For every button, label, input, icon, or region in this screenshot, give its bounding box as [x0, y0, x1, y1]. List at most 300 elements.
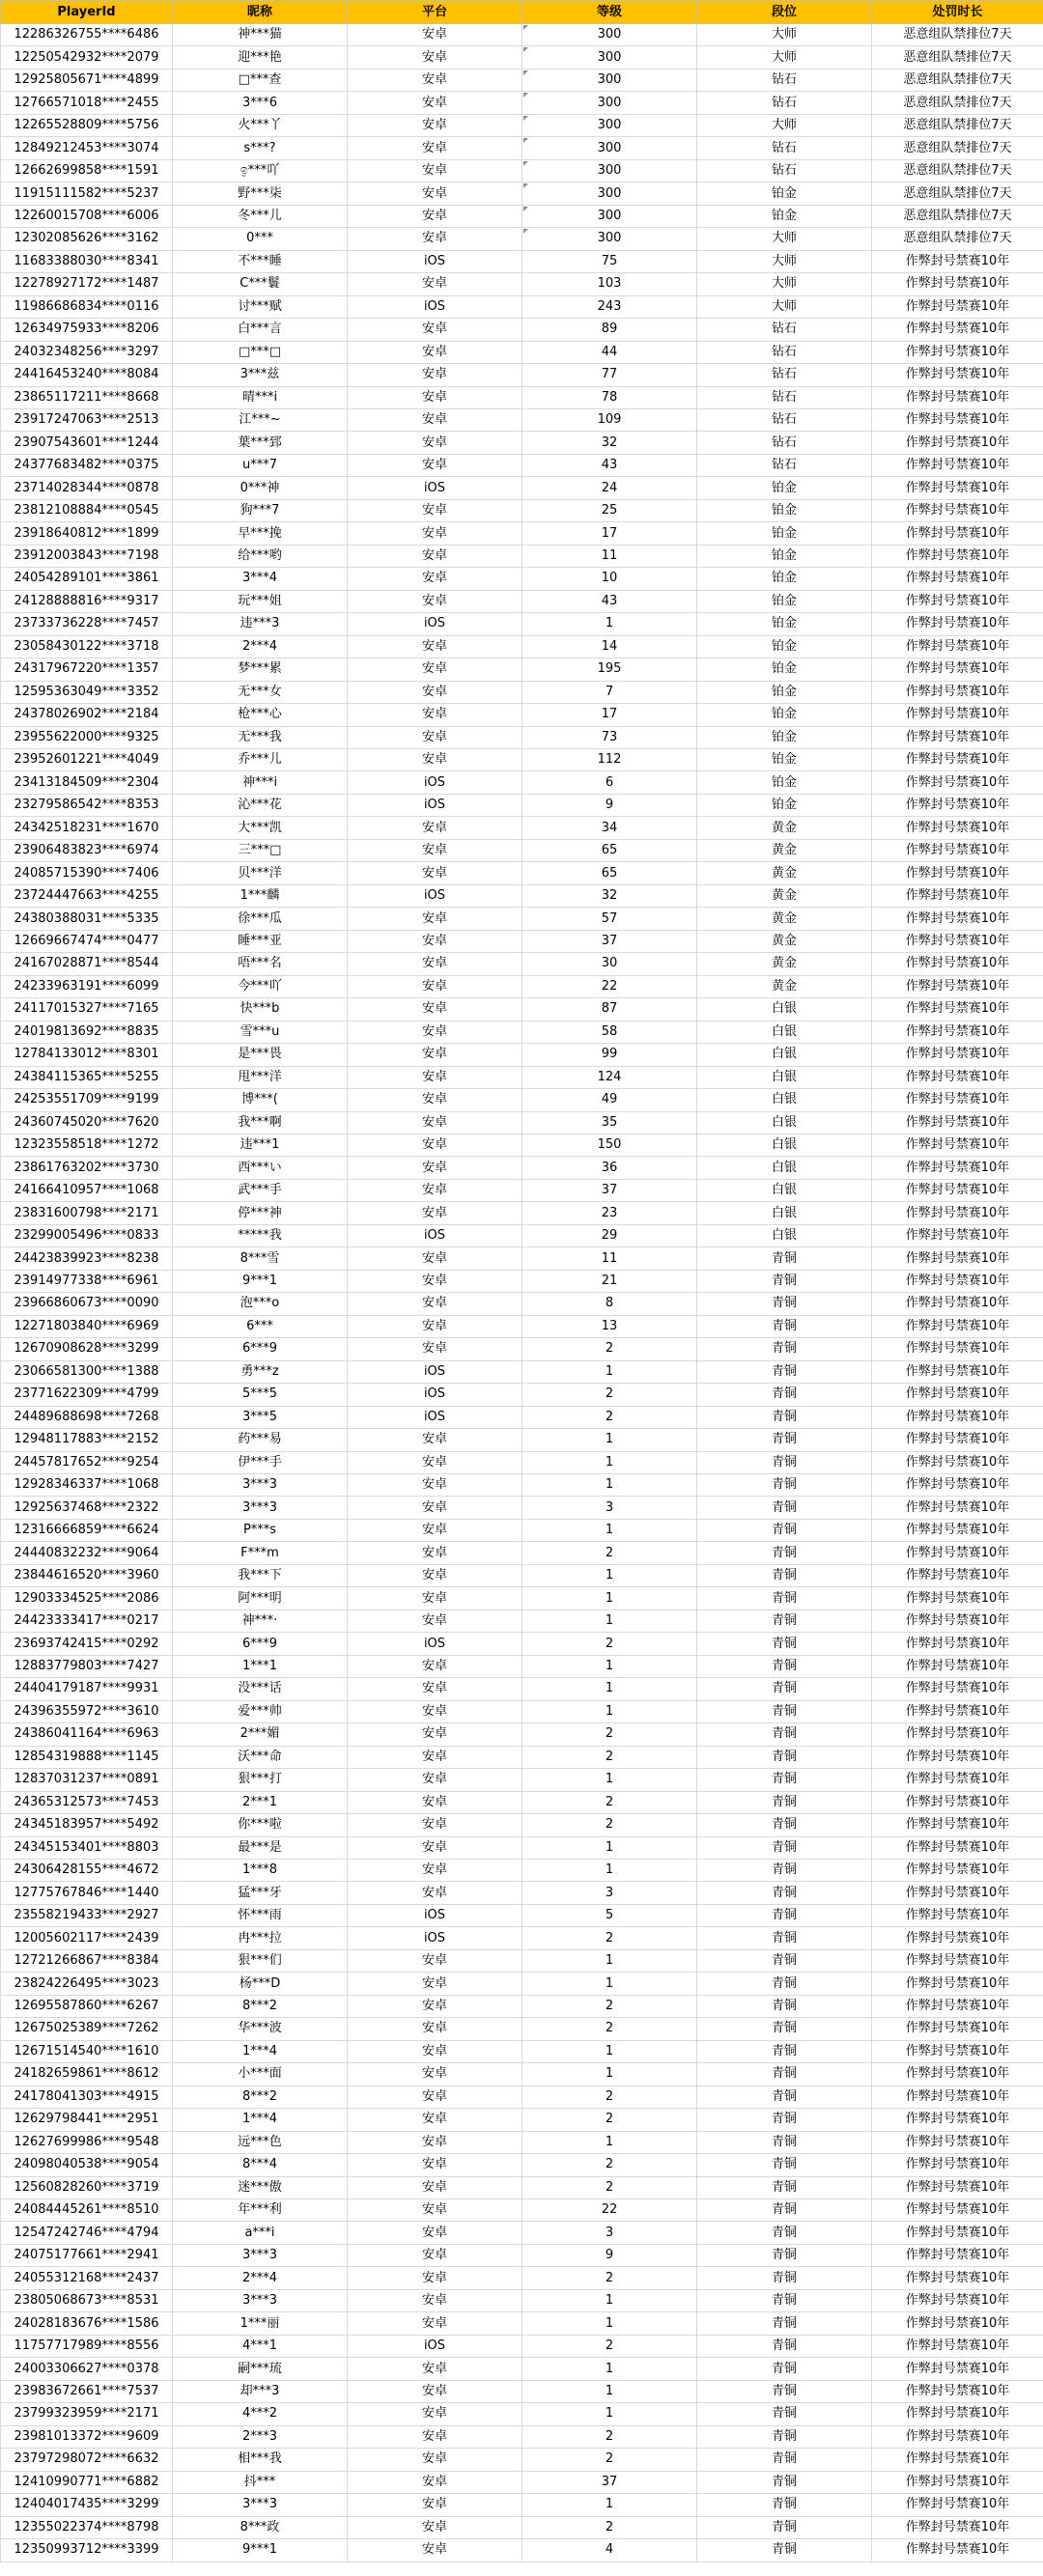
cell-nickname[interactable]: 冬***儿	[173, 205, 348, 227]
cell-nickname[interactable]: 药***易	[173, 1429, 348, 1451]
cell-playerid[interactable]: 23955622000****9325	[1, 726, 173, 748]
cell-platform[interactable]: iOS	[348, 1633, 522, 1655]
cell-nickname[interactable]: 狠***们	[173, 1949, 348, 1972]
cell-nickname[interactable]: s***?	[173, 137, 348, 159]
cell-platform[interactable]: 安卓	[348, 1882, 522, 1904]
cell-nickname[interactable]: 勇***z	[173, 1360, 348, 1383]
cell-level[interactable]: 2	[522, 1406, 697, 1428]
cell-level[interactable]: 3	[522, 1882, 697, 1904]
cell-nickname[interactable]: 6***9	[173, 1633, 348, 1655]
cell-rank[interactable]: 青铜	[697, 2449, 872, 2471]
cell-rank[interactable]: 青铜	[697, 1791, 872, 1813]
cell-platform[interactable]: 安卓	[348, 839, 522, 861]
cell-rank[interactable]: 青铜	[697, 2018, 872, 2040]
cell-nickname[interactable]: 8***2	[173, 2086, 348, 2108]
cell-playerid[interactable]: 24345183957****5492	[1, 1814, 173, 1836]
cell-rank[interactable]: 青铜	[697, 1587, 872, 1610]
cell-nickname[interactable]: 怀***雨	[173, 1904, 348, 1926]
cell-nickname[interactable]: 博***(	[173, 1089, 348, 1111]
cell-playerid[interactable]: 12670908628****3299	[1, 1338, 173, 1360]
cell-nickname[interactable]: 0***神	[173, 477, 348, 499]
cell-rank[interactable]: 铂金	[697, 658, 872, 681]
cell-playerid[interactable]: 23861763202****3730	[1, 1157, 173, 1179]
cell-rank[interactable]: 铂金	[697, 704, 872, 726]
cell-penalty[interactable]: 作弊封号禁赛10年	[872, 2244, 1043, 2266]
cell-playerid[interactable]: 23844616520****3960	[1, 1564, 173, 1586]
cell-platform[interactable]: 安卓	[348, 749, 522, 771]
cell-rank[interactable]: 青铜	[697, 2539, 872, 2562]
cell-level[interactable]: 1	[522, 2312, 697, 2335]
cell-platform[interactable]: 安卓	[348, 341, 522, 363]
cell-level[interactable]: 2	[522, 2449, 697, 2471]
cell-penalty[interactable]: 作弊封号禁赛10年	[872, 1769, 1043, 1791]
cell-playerid[interactable]: 12316666859****6624	[1, 1519, 173, 1541]
cell-playerid[interactable]: 24377683482****0375	[1, 454, 173, 476]
cell-rank[interactable]: 钻石	[697, 432, 872, 454]
cell-platform[interactable]: 安卓	[348, 2312, 522, 2335]
cell-playerid[interactable]: 24365312573****7453	[1, 1791, 173, 1813]
cell-level[interactable]: 34	[522, 817, 697, 839]
cell-playerid[interactable]: 23917247063****2513	[1, 408, 173, 431]
cell-level[interactable]: 9	[522, 2244, 697, 2266]
header-playerid[interactable]: PlayerId	[1, 1, 173, 24]
cell-level[interactable]: 37	[522, 1179, 697, 1201]
cell-platform[interactable]: 安卓	[348, 454, 522, 476]
cell-level[interactable]: 2	[522, 1995, 697, 2017]
cell-level[interactable]: 103	[522, 273, 697, 295]
cell-playerid[interactable]: 12721266867****8384	[1, 1949, 173, 1972]
cell-rank[interactable]: 黄金	[697, 953, 872, 975]
cell-platform[interactable]: 安卓	[348, 92, 522, 114]
cell-rank[interactable]: 青铜	[697, 2289, 872, 2311]
cell-rank[interactable]: 青铜	[697, 1519, 872, 1541]
cell-nickname[interactable]: 阿***明	[173, 1587, 348, 1610]
cell-platform[interactable]: 安卓	[348, 975, 522, 997]
cell-rank[interactable]: 白银	[697, 1066, 872, 1088]
cell-level[interactable]: 1	[522, 1474, 697, 1497]
cell-rank[interactable]: 青铜	[697, 1995, 872, 2017]
cell-nickname[interactable]: 给***哟	[173, 545, 348, 567]
cell-playerid[interactable]: 12662699858****1591	[1, 159, 173, 182]
cell-platform[interactable]: 安卓	[348, 726, 522, 748]
cell-playerid[interactable]: 12948117883****2152	[1, 1429, 173, 1451]
cell-penalty[interactable]: 作弊封号禁赛10年	[872, 2425, 1043, 2448]
cell-level[interactable]: 23	[522, 1202, 697, 1224]
cell-rank[interactable]: 白银	[697, 1202, 872, 1224]
cell-nickname[interactable]: 神***·	[173, 1610, 348, 1632]
cell-platform[interactable]: 安卓	[348, 1293, 522, 1315]
cell-playerid[interactable]: 24019813692****8835	[1, 1021, 173, 1043]
cell-penalty[interactable]: 作弊封号禁赛10年	[872, 1384, 1043, 1406]
cell-platform[interactable]: 安卓	[348, 182, 522, 205]
cell-rank[interactable]: 铂金	[697, 771, 872, 794]
cell-level[interactable]: 2	[522, 1633, 697, 1655]
cell-playerid[interactable]: 24098040538****9054	[1, 2154, 173, 2176]
cell-platform[interactable]: iOS	[348, 613, 522, 635]
cell-penalty[interactable]: 作弊封号禁赛10年	[872, 1519, 1043, 1541]
cell-rank[interactable]: 青铜	[697, 1746, 872, 1768]
cell-platform[interactable]: iOS	[348, 1904, 522, 1926]
cell-nickname[interactable]: 年***利	[173, 2199, 348, 2222]
cell-level[interactable]: 150	[522, 1134, 697, 1156]
cell-platform[interactable]: 安卓	[348, 1134, 522, 1156]
cell-rank[interactable]: 青铜	[697, 1678, 872, 1700]
cell-penalty[interactable]: 作弊封号禁赛10年	[872, 2199, 1043, 2222]
cell-platform[interactable]: 安卓	[348, 1089, 522, 1111]
cell-nickname[interactable]: 3***3	[173, 1497, 348, 1519]
cell-platform[interactable]: iOS	[348, 1927, 522, 1949]
cell-penalty[interactable]: 恶意组队禁排位7天	[872, 69, 1043, 91]
cell-level[interactable]: 1	[522, 1451, 697, 1473]
cell-playerid[interactable]: 12410990771****6882	[1, 2471, 173, 2493]
cell-penalty[interactable]: 作弊封号禁赛10年	[872, 704, 1043, 726]
cell-rank[interactable]: 黄金	[697, 839, 872, 861]
cell-level[interactable]: 109	[522, 408, 697, 431]
cell-penalty[interactable]: 作弊封号禁赛10年	[872, 1791, 1043, 1813]
cell-playerid[interactable]: 12560828260****3719	[1, 2176, 173, 2198]
cell-nickname[interactable]: 迎***艳	[173, 46, 348, 69]
cell-nickname[interactable]: 8***4	[173, 2154, 348, 2176]
cell-nickname[interactable]: 2***1	[173, 1791, 348, 1813]
cell-nickname[interactable]: 迷***傲	[173, 2176, 348, 2198]
cell-penalty[interactable]: 作弊封号禁赛10年	[872, 1066, 1043, 1088]
cell-penalty[interactable]: 作弊封号禁赛10年	[872, 2267, 1043, 2289]
cell-penalty[interactable]: 恶意组队禁排位7天	[872, 46, 1043, 69]
cell-rank[interactable]: 青铜	[697, 2380, 872, 2402]
cell-nickname[interactable]: 华***波	[173, 2018, 348, 2040]
cell-penalty[interactable]: 作弊封号禁赛10年	[872, 1021, 1043, 1043]
cell-rank[interactable]: 青铜	[697, 1293, 872, 1315]
cell-rank[interactable]: 铂金	[697, 590, 872, 612]
cell-level[interactable]: 1	[522, 1587, 697, 1610]
cell-penalty[interactable]: 作弊封号禁赛10年	[872, 477, 1043, 499]
cell-playerid[interactable]: 12005602117****2439	[1, 1927, 173, 1949]
cell-penalty[interactable]: 作弊封号禁赛10年	[872, 884, 1043, 907]
cell-platform[interactable]: 安卓	[348, 364, 522, 386]
cell-platform[interactable]: iOS	[348, 1360, 522, 1383]
cell-playerid[interactable]: 24054289101****3861	[1, 568, 173, 590]
cell-platform[interactable]: 安卓	[348, 228, 522, 250]
cell-level[interactable]: 32	[522, 432, 697, 454]
cell-nickname[interactable]: 3***3	[173, 1474, 348, 1497]
cell-level[interactable]: 1	[522, 1769, 697, 1791]
cell-nickname[interactable]: 我***啊	[173, 1111, 348, 1134]
cell-nickname[interactable]: 白***言	[173, 319, 348, 341]
cell-playerid[interactable]: 23914977338****6961	[1, 1270, 173, 1292]
cell-level[interactable]: 30	[522, 953, 697, 975]
cell-playerid[interactable]: 24423333417****0217	[1, 1610, 173, 1632]
cell-playerid[interactable]: 12766571018****2455	[1, 92, 173, 114]
cell-nickname[interactable]: 西***い	[173, 1157, 348, 1179]
cell-nickname[interactable]: 是***畏	[173, 1044, 348, 1066]
cell-rank[interactable]: 青铜	[697, 1406, 872, 1428]
cell-platform[interactable]: 安卓	[348, 159, 522, 182]
cell-platform[interactable]: 安卓	[348, 137, 522, 159]
cell-platform[interactable]: 安卓	[348, 2063, 522, 2086]
cell-platform[interactable]: 安卓	[348, 1678, 522, 1700]
cell-playerid[interactable]: 24003306627****0378	[1, 2358, 173, 2380]
cell-level[interactable]: 1	[522, 1655, 697, 1677]
cell-platform[interactable]: 安卓	[348, 635, 522, 658]
cell-penalty[interactable]: 作弊封号禁赛10年	[872, 1111, 1043, 1134]
cell-penalty[interactable]: 作弊封号禁赛10年	[872, 975, 1043, 997]
cell-rank[interactable]: 钻石	[697, 92, 872, 114]
cell-platform[interactable]: 安卓	[348, 2222, 522, 2244]
cell-platform[interactable]: 安卓	[348, 1587, 522, 1610]
cell-penalty[interactable]: 作弊封号禁赛10年	[872, 862, 1043, 884]
cell-platform[interactable]: 安卓	[348, 2154, 522, 2176]
cell-level[interactable]: 21	[522, 1270, 697, 1292]
cell-level[interactable]: 2	[522, 2267, 697, 2289]
cell-nickname[interactable]: 泡***o	[173, 1293, 348, 1315]
cell-level[interactable]: 1	[522, 1519, 697, 1541]
cell-rank[interactable]: 大师	[697, 273, 872, 295]
cell-level[interactable]: 2	[522, 1338, 697, 1360]
cell-penalty[interactable]: 作弊封号禁赛10年	[872, 1723, 1043, 1746]
cell-level[interactable]: 112	[522, 749, 697, 771]
cell-penalty[interactable]: 作弊封号禁赛10年	[872, 273, 1043, 295]
cell-rank[interactable]: 青铜	[697, 2109, 872, 2131]
cell-rank[interactable]: 青铜	[697, 2199, 872, 2222]
cell-penalty[interactable]: 作弊封号禁赛10年	[872, 1859, 1043, 1881]
cell-penalty[interactable]: 作弊封号禁赛10年	[872, 590, 1043, 612]
cell-platform[interactable]: 安卓	[348, 205, 522, 227]
cell-penalty[interactable]: 恶意组队禁排位7天	[872, 114, 1043, 136]
cell-level[interactable]: 11	[522, 545, 697, 567]
cell-platform[interactable]: 安卓	[348, 817, 522, 839]
cell-nickname[interactable]: 2***3	[173, 2425, 348, 2448]
cell-nickname[interactable]: 三***□	[173, 839, 348, 861]
cell-nickname[interactable]: 却***3	[173, 2380, 348, 2402]
cell-platform[interactable]: 安卓	[348, 499, 522, 521]
cell-level[interactable]: 17	[522, 522, 697, 545]
cell-rank[interactable]: 青铜	[697, 2425, 872, 2448]
cell-nickname[interactable]: 3***3	[173, 2244, 348, 2266]
cell-nickname[interactable]: □***□	[173, 341, 348, 363]
cell-rank[interactable]: 青铜	[697, 1723, 872, 1746]
cell-playerid[interactable]: 24384115365****5255	[1, 1066, 173, 1088]
cell-nickname[interactable]: 8***雪	[173, 1247, 348, 1270]
cell-rank[interactable]: 铂金	[697, 568, 872, 590]
cell-playerid[interactable]: 24440832232****9064	[1, 1542, 173, 1564]
cell-nickname[interactable]: ඉ***吖	[173, 159, 348, 182]
cell-platform[interactable]: 安卓	[348, 2018, 522, 2040]
cell-nickname[interactable]: 3***3	[173, 2289, 348, 2311]
cell-playerid[interactable]: 12629798441****2951	[1, 2109, 173, 2131]
cell-nickname[interactable]: 贝***洋	[173, 862, 348, 884]
cell-rank[interactable]: 青铜	[697, 1949, 872, 1972]
cell-level[interactable]: 1	[522, 2358, 697, 2380]
cell-penalty[interactable]: 作弊封号禁赛10年	[872, 1429, 1043, 1451]
cell-rank[interactable]: 青铜	[697, 2312, 872, 2335]
cell-platform[interactable]: iOS	[348, 1384, 522, 1406]
cell-penalty[interactable]: 恶意组队禁排位7天	[872, 205, 1043, 227]
cell-penalty[interactable]: 作弊封号禁赛10年	[872, 2018, 1043, 2040]
cell-nickname[interactable]: 8***政	[173, 2516, 348, 2538]
cell-level[interactable]: 73	[522, 726, 697, 748]
cell-rank[interactable]: 青铜	[697, 1429, 872, 1451]
cell-playerid[interactable]: 24178041303****4915	[1, 2086, 173, 2108]
cell-nickname[interactable]: 没***话	[173, 1678, 348, 1700]
cell-nickname[interactable]: 2***4	[173, 2267, 348, 2289]
cell-playerid[interactable]: 23966860673****0090	[1, 1293, 173, 1315]
cell-rank[interactable]: 青铜	[697, 1315, 872, 1337]
cell-level[interactable]: 35	[522, 1111, 697, 1134]
cell-rank[interactable]: 黄金	[697, 884, 872, 907]
cell-rank[interactable]: 黄金	[697, 908, 872, 930]
cell-level[interactable]: 2	[522, 2018, 697, 2040]
cell-platform[interactable]: 安卓	[348, 1044, 522, 1066]
cell-platform[interactable]: 安卓	[348, 1338, 522, 1360]
cell-playerid[interactable]: 23952601221****4049	[1, 749, 173, 771]
cell-nickname[interactable]: 枪***心	[173, 704, 348, 726]
cell-penalty[interactable]: 作弊封号禁赛10年	[872, 1949, 1043, 1972]
cell-platform[interactable]: 安卓	[348, 522, 522, 545]
cell-level[interactable]: 24	[522, 477, 697, 499]
cell-playerid[interactable]: 24166410957****1068	[1, 1179, 173, 1201]
cell-nickname[interactable]: 9***1	[173, 1270, 348, 1292]
cell-level[interactable]: 75	[522, 250, 697, 272]
cell-rank[interactable]: 青铜	[697, 2131, 872, 2153]
cell-level[interactable]: 13	[522, 1315, 697, 1337]
cell-penalty[interactable]: 恶意组队禁排位7天	[872, 24, 1043, 46]
cell-rank[interactable]: 青铜	[697, 1882, 872, 1904]
cell-platform[interactable]: 安卓	[348, 2109, 522, 2131]
cell-rank[interactable]: 铂金	[697, 681, 872, 703]
cell-nickname[interactable]: F***m	[173, 1542, 348, 1564]
cell-rank[interactable]: 青铜	[697, 1451, 872, 1473]
cell-playerid[interactable]: 12837031237****0891	[1, 1769, 173, 1791]
cell-rank[interactable]: 钻石	[697, 408, 872, 431]
header-nickname[interactable]: 昵称	[173, 1, 348, 24]
cell-nickname[interactable]: 沁***花	[173, 794, 348, 816]
cell-rank[interactable]: 白银	[697, 1089, 872, 1111]
cell-level[interactable]: 99	[522, 1044, 697, 1066]
cell-platform[interactable]: 安卓	[348, 590, 522, 612]
cell-platform[interactable]: 安卓	[348, 408, 522, 431]
cell-platform[interactable]: 安卓	[348, 1542, 522, 1564]
cell-level[interactable]: 2	[522, 1384, 697, 1406]
cell-level[interactable]: 124	[522, 1066, 697, 1088]
cell-platform[interactable]: 安卓	[348, 681, 522, 703]
cell-nickname[interactable]: 停***神	[173, 1202, 348, 1224]
cell-level[interactable]: 1	[522, 1678, 697, 1700]
cell-platform[interactable]: 安卓	[348, 1769, 522, 1791]
cell-penalty[interactable]: 作弊封号禁赛10年	[872, 1836, 1043, 1859]
cell-rank[interactable]: 青铜	[697, 1633, 872, 1655]
cell-platform[interactable]: 安卓	[348, 2176, 522, 2198]
cell-penalty[interactable]: 作弊封号禁赛10年	[872, 2222, 1043, 2244]
cell-nickname[interactable]: 2***媚	[173, 1723, 348, 1746]
cell-level[interactable]: 2	[522, 1814, 697, 1836]
cell-nickname[interactable]: 唔***名	[173, 953, 348, 975]
cell-level[interactable]: 1	[522, 1973, 697, 1995]
cell-rank[interactable]: 黄金	[697, 975, 872, 997]
cell-playerid[interactable]: 12775767846****1440	[1, 1882, 173, 1904]
cell-penalty[interactable]: 作弊封号禁赛10年	[872, 908, 1043, 930]
cell-level[interactable]: 2	[522, 1746, 697, 1768]
cell-nickname[interactable]: 伊***手	[173, 1451, 348, 1473]
cell-penalty[interactable]: 作弊封号禁赛10年	[872, 1270, 1043, 1292]
cell-penalty[interactable]: 作弊封号禁赛10年	[872, 319, 1043, 341]
cell-playerid[interactable]: 12278927172****1487	[1, 273, 173, 295]
cell-platform[interactable]: 安卓	[348, 2425, 522, 2448]
cell-playerid[interactable]: 23724447663****4255	[1, 884, 173, 907]
cell-platform[interactable]: 安卓	[348, 1723, 522, 1746]
cell-penalty[interactable]: 作弊封号禁赛10年	[872, 1700, 1043, 1722]
cell-playerid[interactable]: 23558219433****2927	[1, 1904, 173, 1926]
cell-rank[interactable]: 青铜	[697, 1474, 872, 1497]
cell-penalty[interactable]: 作弊封号禁赛10年	[872, 1338, 1043, 1360]
cell-rank[interactable]: 青铜	[697, 1836, 872, 1859]
cell-level[interactable]: 87	[522, 998, 697, 1021]
cell-penalty[interactable]: 作弊封号禁赛10年	[872, 522, 1043, 545]
cell-penalty[interactable]: 作弊封号禁赛10年	[872, 2131, 1043, 2153]
cell-penalty[interactable]: 作弊封号禁赛10年	[872, 386, 1043, 408]
cell-nickname[interactable]: *****我	[173, 1224, 348, 1246]
cell-penalty[interactable]: 作弊封号禁赛10年	[872, 1497, 1043, 1519]
cell-nickname[interactable]: 小***面	[173, 2063, 348, 2086]
cell-playerid[interactable]: 23912003843****7198	[1, 545, 173, 567]
cell-platform[interactable]: 安卓	[348, 1247, 522, 1270]
cell-playerid[interactable]: 24085715390****7406	[1, 862, 173, 884]
cell-nickname[interactable]: 违***3	[173, 613, 348, 635]
cell-playerid[interactable]: 23693742415****0292	[1, 1633, 173, 1655]
cell-level[interactable]: 2	[522, 2335, 697, 2357]
cell-rank[interactable]: 白银	[697, 1157, 872, 1179]
cell-rank[interactable]: 铂金	[697, 635, 872, 658]
cell-nickname[interactable]: 1***4	[173, 2040, 348, 2062]
cell-playerid[interactable]: 12784133012****8301	[1, 1044, 173, 1066]
cell-rank[interactable]: 青铜	[697, 1247, 872, 1270]
cell-nickname[interactable]: 爱***帅	[173, 1700, 348, 1722]
cell-playerid[interactable]: 11683388030****8341	[1, 250, 173, 272]
cell-rank[interactable]: 钻石	[697, 364, 872, 386]
cell-rank[interactable]: 铂金	[697, 477, 872, 499]
cell-level[interactable]: 44	[522, 341, 697, 363]
cell-rank[interactable]: 青铜	[697, 1973, 872, 1995]
cell-nickname[interactable]: 嗣***琉	[173, 2358, 348, 2380]
cell-penalty[interactable]: 作弊封号禁赛10年	[872, 953, 1043, 975]
cell-penalty[interactable]: 恶意组队禁排位7天	[872, 92, 1043, 114]
cell-penalty[interactable]: 作弊封号禁赛10年	[872, 839, 1043, 861]
cell-level[interactable]: 43	[522, 590, 697, 612]
cell-penalty[interactable]: 作弊封号禁赛10年	[872, 2494, 1043, 2516]
cell-playerid[interactable]: 12883779803****7427	[1, 1655, 173, 1677]
cell-playerid[interactable]: 24423839923****8238	[1, 1247, 173, 1270]
cell-level[interactable]: 2	[522, 1723, 697, 1746]
cell-nickname[interactable]: 2***4	[173, 635, 348, 658]
cell-rank[interactable]: 白银	[697, 998, 872, 1021]
cell-rank[interactable]: 铂金	[697, 205, 872, 227]
cell-nickname[interactable]: 4***2	[173, 2403, 348, 2425]
cell-playerid[interactable]: 24396355972****3610	[1, 1700, 173, 1722]
cell-rank[interactable]: 青铜	[697, 2176, 872, 2198]
cell-penalty[interactable]: 作弊封号禁赛10年	[872, 1247, 1043, 1270]
cell-nickname[interactable]: 无***我	[173, 726, 348, 748]
cell-penalty[interactable]: 作弊封号禁赛10年	[872, 250, 1043, 272]
cell-level[interactable]: 2	[522, 1542, 697, 1564]
cell-playerid[interactable]: 12675025389****7262	[1, 2018, 173, 2040]
cell-nickname[interactable]: 沃***命	[173, 1746, 348, 1768]
cell-playerid[interactable]: 23733736228****7457	[1, 613, 173, 635]
cell-level[interactable]: 300	[522, 24, 697, 46]
cell-playerid[interactable]: 23981013372****9609	[1, 2425, 173, 2448]
cell-playerid[interactable]: 24345153401****8803	[1, 1836, 173, 1859]
cell-rank[interactable]: 青铜	[697, 1927, 872, 1949]
cell-rank[interactable]: 青铜	[697, 1270, 872, 1292]
cell-platform[interactable]: 安卓	[348, 1949, 522, 1972]
